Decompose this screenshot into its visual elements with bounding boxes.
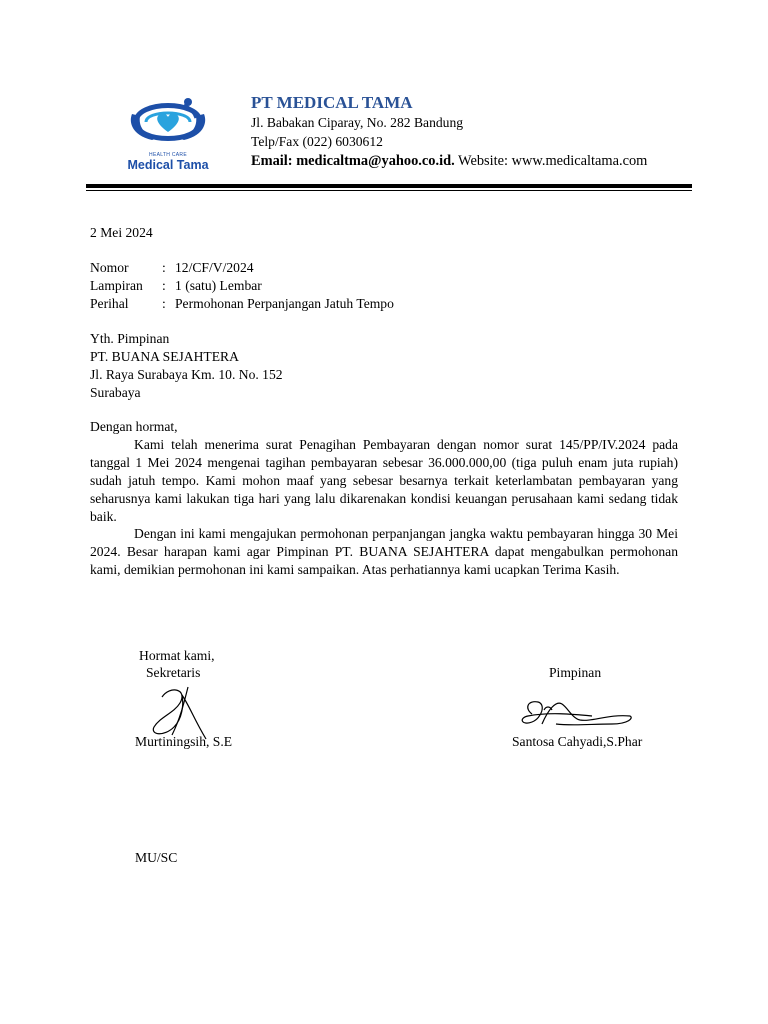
body-paragraph-1 <box>90 436 678 526</box>
website-url[interactable]: www.medicaltama.com <box>511 153 648 169</box>
signer-role-right: Pimpinan <box>549 665 602 680</box>
reference-initials: MU/SC <box>135 850 178 865</box>
logo-name: Medical Tama <box>127 158 209 172</box>
letterhead-divider <box>86 184 692 188</box>
recipient-line: Jl. Raya Surabaya Km. 10. No. 152 <box>90 367 283 382</box>
meta-colon: : <box>162 278 166 293</box>
signer-name-left: Murtiningsih, S.E <box>135 734 233 749</box>
meta-value: 1 (satu) Lembar <box>175 278 262 293</box>
meta-colon: : <box>162 296 166 311</box>
recipient-line: Surabaya <box>90 385 141 400</box>
recipient-line: PT. BUANA SEJAHTERA <box>90 349 239 364</box>
company-phone: Telp/Fax (022) 6030612 <box>251 134 383 149</box>
meta-row-lampiran <box>90 277 394 295</box>
email-address[interactable]: medicaltma@yahoo.co.id. <box>296 153 455 169</box>
body-paragraph-2 <box>90 525 678 579</box>
meta-value: Permohonan Perpanjangan Jatuh Tempo <box>175 296 394 311</box>
email-label: Email: <box>251 153 293 169</box>
recipient-block <box>90 330 283 402</box>
letterhead-divider-thin <box>86 190 692 191</box>
recipient-line: Yth. Pimpinan <box>90 331 170 346</box>
meta-key: Lampiran <box>90 278 143 293</box>
company-contact <box>251 152 647 170</box>
company-address: Jl. Babakan Ciparay, No. 282 Bandung <box>251 115 464 130</box>
meta-key: Nomor <box>90 260 129 275</box>
website-label: Website: <box>458 153 509 169</box>
meta-row-nomor <box>90 259 394 277</box>
meta-value: 12/CF/V/2024 <box>175 260 254 275</box>
closing-phrase: Hormat kami, <box>139 648 215 663</box>
logo-wordmark <box>118 152 218 172</box>
salutation: Dengan hormat, <box>90 419 178 434</box>
paragraph-text: Dengan ini kami mengajukan permohonan perpanjangan jangka waktu pembayaran hingga 30 Mei 2024. Besar harapan kami agar Pimpinan PT. BUANA SEJAHTERA dapat mengabulkan permohonan kami, demikian permohonan ini kami sampaikan. Atas perhatiannya kami ucapkan Terima Kasih. <box>90 526 678 577</box>
signature-right-image <box>512 692 636 732</box>
logo-tagline: HEALTH CARE <box>149 152 187 158</box>
meta-colon: : <box>162 260 166 275</box>
letter-date: 2 Mei 2024 <box>90 225 153 240</box>
paragraph-text: Kami telah menerima surat Penagihan Pembayaran dengan nomor surat 145/PP/IV.2024 pada tanggal 1 Mei 2024 mengenai tagihan pembayaran sebesar 36.000.000,00 (tiga puluh enam juta rupiah) sudah jatuh tempo. Kami mohon maaf yang sebesar besarnya terkait keterlambatan pembayaran yang seharusnya kami lakukan tiga hari yang lalu dikarenakan kondisi keuangan perusahaan kami sedang tidak baik. <box>90 437 678 524</box>
signer-role-left: Sekretaris <box>146 665 201 680</box>
meta-key: Perihal <box>90 296 129 311</box>
company-name: PT MEDICAL TAMA <box>251 93 413 112</box>
meta-row-perihal <box>90 295 394 313</box>
signer-name-right: Santosa Cahyadi,S.Phar <box>512 734 643 749</box>
letter-meta <box>90 259 394 313</box>
